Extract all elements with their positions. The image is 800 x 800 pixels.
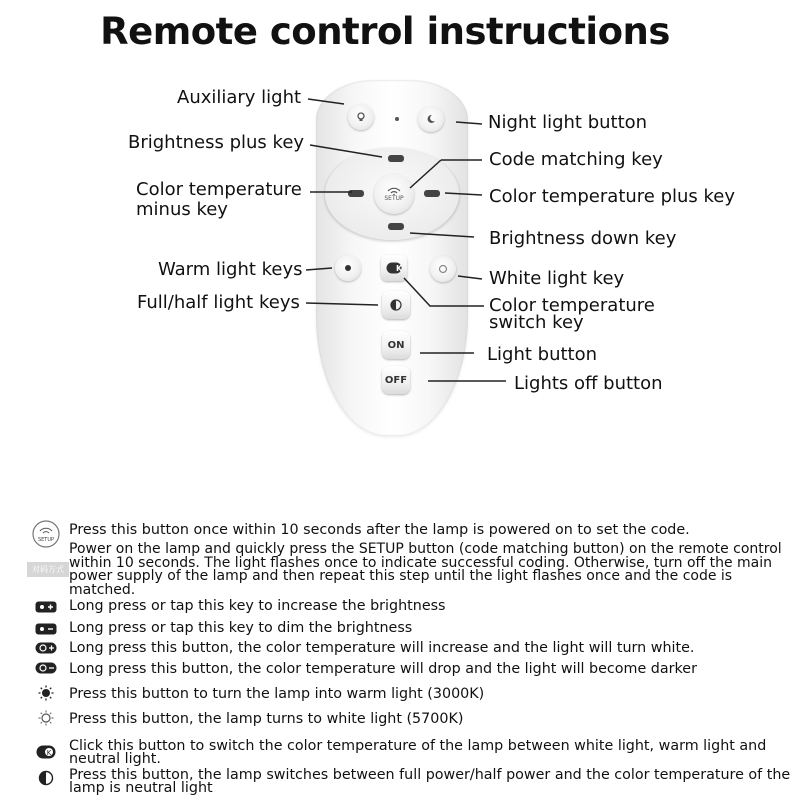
label-auxiliary-light: Auxiliary light — [177, 87, 302, 108]
color-temp-plus-icon — [35, 641, 57, 655]
label-white-light: White light key — [489, 268, 625, 289]
label-color-temp-switch: Color temperature switch key — [489, 295, 655, 333]
svg-text:K: K — [396, 264, 402, 273]
night-light-button[interactable] — [418, 106, 444, 132]
brightness-down-key[interactable] — [388, 223, 404, 230]
label-brightness-plus: Brightness plus key — [128, 132, 305, 153]
instruction-text-1: Press this button once within 10 seconds after the lamp is powered on to set the code. — [69, 522, 690, 538]
label-full-half: Full/half light keys — [137, 292, 300, 313]
brightness-down-icon — [35, 622, 57, 636]
warm-light-icon — [35, 686, 57, 700]
sun-outline-icon — [437, 263, 449, 275]
instruction-text-7: Press this button to turn the lamp into warm light (3000K) — [69, 686, 485, 702]
instruction-text-3: Long press or tap this key to increase the brightness — [69, 598, 446, 614]
off-button[interactable]: OFF — [382, 366, 410, 394]
label-light-button: Light button — [487, 344, 598, 365]
wifi-signal-icon — [387, 187, 401, 195]
instruction-text-10: Press this button, the lamp switches between full power/half power and the color temperature of the lamp is neutral light — [69, 767, 791, 796]
moon-icon — [425, 113, 437, 125]
svg-text:SETUP: SETUP — [37, 537, 55, 543]
stamp-tag: 对码方式 — [27, 562, 69, 577]
label-night-light: Night light button — [488, 112, 648, 133]
white-light-icon — [35, 711, 57, 725]
label-color-temp-minus: Color temperature minus key — [136, 179, 302, 220]
auxiliary-light-button[interactable] — [348, 104, 374, 130]
instruction-text-4: Long press or tap this key to dim the brightness — [69, 620, 413, 636]
brightness-up-icon — [35, 600, 57, 614]
instruction-text-5: Long press this button, the color temperature will increase and the light will turn white. — [69, 640, 695, 656]
full-half-light-button[interactable] — [382, 291, 410, 319]
bulb-icon — [355, 111, 367, 123]
svg-text:K: K — [46, 749, 52, 757]
color-temp-minus-key[interactable] — [348, 190, 364, 197]
switch-k-icon — [386, 262, 402, 274]
setup-button[interactable] — [374, 174, 414, 214]
instruction-text-8: Press this button, the lamp turns to white light (5700K) — [69, 711, 464, 727]
label-lights-off: Lights off button — [514, 373, 663, 394]
on-button[interactable]: ON — [382, 331, 410, 359]
instruction-text-2: Power on the lamp and quickly press the SETUP button (code matching button) on the remote control within 10 seconds. The light flashes once to indicate successful coding. Otherwise, turn off the main power supply of the lamp and then repeat this step until the light flashes once and the code is matched. — [69, 541, 782, 598]
label-color-temp-plus: Color temperature plus key — [489, 186, 736, 207]
brightness-plus-key[interactable] — [388, 155, 404, 162]
setup-icon — [31, 520, 61, 548]
half-circle-icon — [390, 299, 402, 311]
setup-label: SETUP — [384, 194, 404, 202]
instruction-text-6: Long press this button, the color temperature will drop and the light will become darker — [69, 661, 697, 677]
white-light-button[interactable] — [430, 256, 456, 282]
label-brightness-down: Brightness down key — [489, 228, 677, 249]
label-code-matching: Code matching key — [489, 149, 663, 170]
color-temp-plus-key[interactable] — [424, 190, 440, 197]
sun-filled-icon — [343, 263, 353, 273]
instruction-text-9: Click this button to switch the color temperature of the lamp between white light, warm light and neutral light. — [69, 738, 767, 767]
warm-light-button[interactable] — [335, 255, 361, 281]
color-switch-icon — [35, 745, 57, 759]
label-warm-light: Warm light keys — [158, 259, 303, 280]
indicator-dot — [395, 117, 399, 121]
full-half-icon — [35, 771, 57, 785]
color-temp-switch-button[interactable] — [381, 255, 407, 281]
color-temp-minus-icon — [35, 661, 57, 675]
page-title: Remote control instructions — [100, 10, 670, 53]
